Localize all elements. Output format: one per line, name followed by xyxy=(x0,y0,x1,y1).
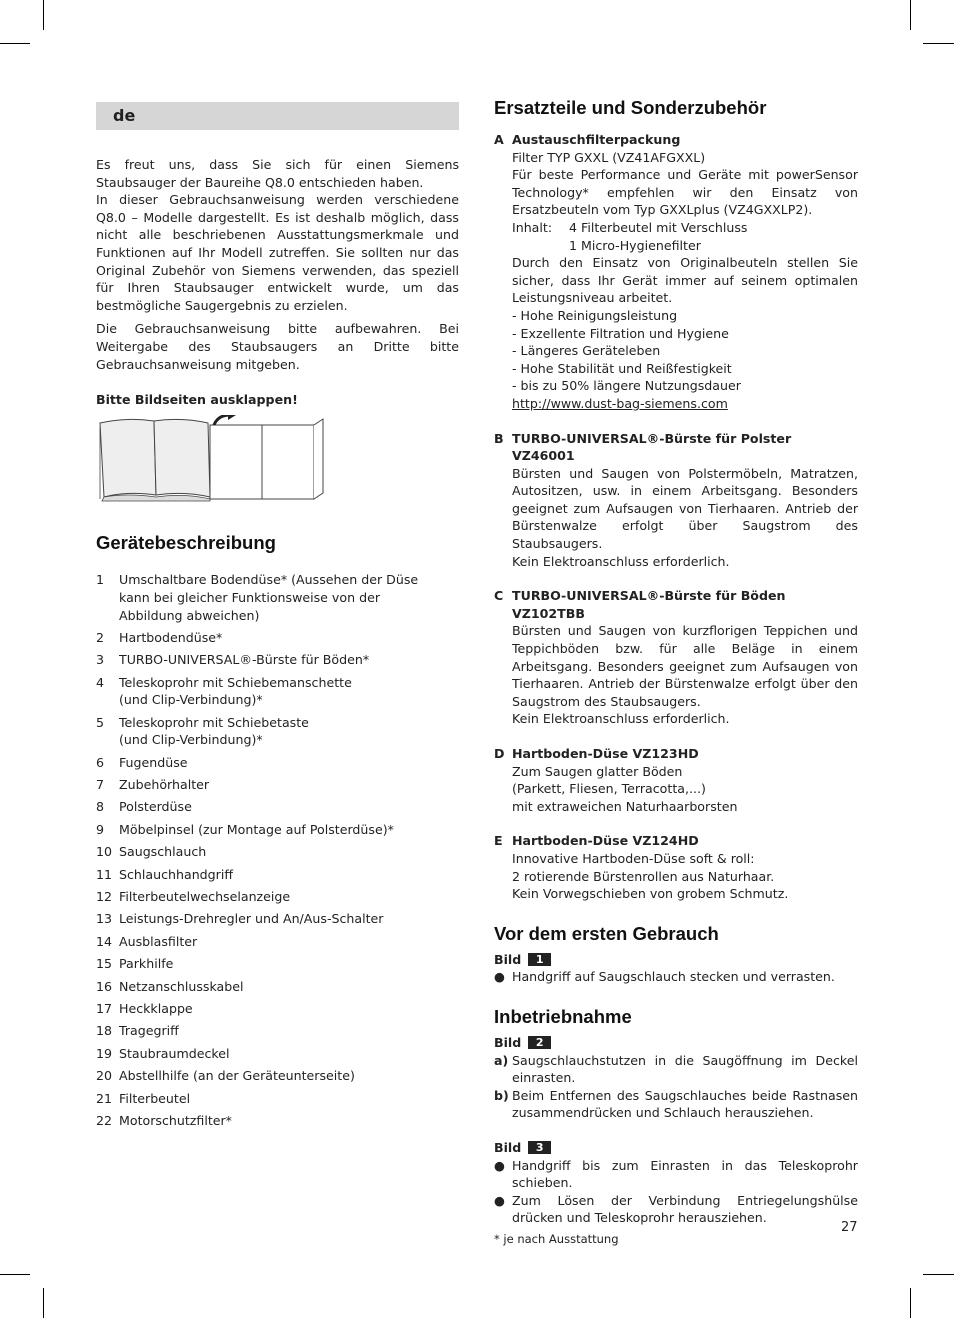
figure-number-badge: 1 xyxy=(528,953,551,966)
list-item: 18 Tragegriff xyxy=(96,1023,179,1039)
list-item: 7 Zubehörhalter xyxy=(96,777,210,793)
figure-ref: Bild 2 xyxy=(494,1034,858,1052)
first-use-heading: Vor dem ersten Gebrauch xyxy=(494,922,719,944)
fold-out-note: Bitte Bildseiten ausklappen! xyxy=(96,392,298,408)
crop-mark xyxy=(0,1274,30,1275)
language-tag: de xyxy=(96,102,459,130)
right-column xyxy=(494,96,858,1248)
list-item: 6 Fugendüse xyxy=(96,754,188,770)
step-a: a) Saugschlauchstutzen in die Saugöffnung im Deckel einrasten. xyxy=(494,1052,858,1086)
crop-mark xyxy=(43,0,44,30)
intro-paragraph-2: In dieser Gebrauchsanweisung werden verschiedene Q8.0 – Modelle dargestellt. Es ist deshalb möglich, dass nicht alle beschriebenen Ausstattungsmerkmale und Funktionen auf Ihr Modell zutreffen. Sie sollten nur das Original Zubehör von Siemens verwenden, das speziell für Ihren Staubsauger entwickelt wurde, um das bestmögliche Saugergebnis zu erzielen. xyxy=(96,192,459,313)
figure-number-badge: 3 xyxy=(528,1141,551,1154)
crop-mark xyxy=(910,1288,911,1318)
spare-part-b: B TURBO-UNIVERSAL®-Bürste für Polster VZ46001 Bürsten und Saugen von Polstermöbeln, Matratzen, Autositzen, usw. in einem Arbeitsgang. Besonders geeignet zum Aufsaugen von Tierhaaren. Antrieb der Bürstenwalze erfolgt über Saugstrom des Staubsaugers. Kein Elektroanschluss erforderlich. xyxy=(494,430,858,569)
list-item: 2 Hartbodendüse* xyxy=(96,629,223,645)
page-number: 27 xyxy=(841,1220,858,1235)
spare-part-c: C TURBO-UNIVERSAL®-Bürste für Böden VZ102TBB Bürsten und Saugen von kurzflorigen Teppichen und Teppichböden bzw. für alle Beläge in einem Arbeitsgang. Besonders geeignet zum Aufsaugen von Tierhaaren. Antrieb der Bürstenwalze erfolgt über den Saugstrom des Staubsaugers. Kein Elektroanschluss erforderlich. xyxy=(494,588,858,727)
crop-mark xyxy=(0,43,30,44)
spare-part-title: TURBO-UNIVERSAL®-Bürste für Böden VZ102TBB xyxy=(512,588,786,621)
spare-part-title: Austauschfilterpackung xyxy=(512,132,681,147)
bullet-icon: ● xyxy=(494,969,505,985)
list-item: 1 Umschaltbare Bodendüse* (Aussehen der Düse kann bei gleicher Funktionsweise von der Abbildung abweichen) xyxy=(96,572,419,623)
list-item: 8 Polsterdüse xyxy=(96,799,192,815)
list-item: 9 Möbelpinsel (zur Montage auf Polsterdüse)* xyxy=(96,821,394,837)
bullet-icon: ● xyxy=(494,1192,505,1208)
figure-ref: Bild 3 xyxy=(494,1139,858,1157)
list-item: 15 Parkhilfe xyxy=(96,956,174,972)
bullet-item: ● Handgriff auf Saugschlauch stecken und verrasten. xyxy=(494,969,835,985)
crop-mark xyxy=(43,1288,44,1318)
crop-mark xyxy=(923,1274,954,1275)
spare-part-e: E Hartboden-Düse VZ124HD Innovative Hartboden-Düse soft & roll: 2 rotierende Bürstenrollen aus Naturhaar. Kein Vorwegschieben von grobem Schmutz. xyxy=(494,832,858,902)
bullet-icon: ● xyxy=(494,1157,505,1173)
spare-part-title: Hartboden-Düse VZ123HD xyxy=(512,746,699,761)
figure-number-badge: 2 xyxy=(528,1036,551,1049)
description-heading: Gerätebeschreibung xyxy=(96,532,276,554)
footnote: * je nach Ausstattung xyxy=(494,1231,619,1246)
list-item: 22 Motorschutzfilter* xyxy=(96,1112,232,1128)
dust-bag-link[interactable]: http://www.dust-bag-siemens.com xyxy=(512,395,728,411)
list-item: 11 Schlauchhandgriff xyxy=(96,866,234,882)
list-item: 13 Leistungs-Drehregler und An/Aus-Schalter xyxy=(96,911,384,927)
booklet-fold-icon xyxy=(96,415,326,503)
left-column xyxy=(96,102,459,1134)
list-item: 4 Teleskoprohr mit Schiebemanschette (und Clip-Verbindung)* xyxy=(96,674,352,708)
list-item: 20 Abstellhilfe (an der Geräteunterseite) xyxy=(96,1068,355,1084)
intro-paragraph-3: Die Gebrauchsanweisung bitte aufbewahren. Bei Weitergabe des Staubsaugers an Dritte bitte Gebrauchsanweisung mitgeben. xyxy=(96,321,459,372)
crop-mark xyxy=(910,0,911,30)
list-item: 3 TURBO-UNIVERSAL®-Bürste für Böden* xyxy=(96,652,370,668)
figure-ref: Bild 1 xyxy=(494,951,858,969)
list-item: 21 Filterbeutel xyxy=(96,1090,191,1106)
list-item: 12 Filterbeutelwechselanzeige xyxy=(96,888,291,904)
spare-part-a: A Austauschfilterpackung Filter TYP GXXL (VZ41AFGXXL) Für beste Performance und Geräte mit powerSensor Technology* empfehlen wir den Einsatz von Ersatzbeuteln vom Typ GXXLplus (VZ4GXXLP2). Inhalt: 4 Filterbeutel mit Verschluss 1 Micro-Hygienefilter Durch den Einsatz von Originalbeuteln stellen Sie sicher, dass Ihr Gerät immer auf seinem optimalen Leistungsniveau arbeitet. - Hohe Reinigungsleistung - Exzellente Filtration und Hygiene - Längeres Geräteleben - Hohe Stabilität und Reißfestigkeit - bis zu 50% längere Nutzungsdauer http://www.dust-bag-siemens.com xyxy=(494,132,858,411)
fold-out-illustration xyxy=(96,415,459,508)
step-b: b) Beim Entfernen des Saugschlauches beide Rastnasen zusammendrücken und Schlauch herausziehen. xyxy=(494,1087,858,1121)
list-item: 16 Netzanschlusskabel xyxy=(96,978,244,994)
crop-mark xyxy=(923,43,954,44)
spare-part-title: TURBO-UNIVERSAL®-Bürste für Polster VZ46001 xyxy=(512,430,792,464)
bullet-item: ● Handgriff bis zum Einrasten in das Teleskoprohr schieben. xyxy=(494,1157,858,1191)
spare-parts-heading: Ersatzteile und Sonderzubehör xyxy=(494,97,767,118)
bullet-item: ● Zum Lösen der Verbindung Entriegelungshülse drücken und Teleskoprohr herausziehen. xyxy=(494,1192,858,1226)
spare-part-d: D Hartboden-Düse VZ123HD Zum Saugen glatter Böden (Parkett, Fliesen, Terracotta,...) mit extraweichen Naturhaarborsten xyxy=(494,745,858,815)
list-item: 17 Heckklappe xyxy=(96,1000,193,1016)
description-list xyxy=(96,571,459,1129)
list-item: 19 Staubraumdeckel xyxy=(96,1045,230,1061)
list-item: 14 Ausblasfilter xyxy=(96,933,198,949)
list-item: 5 Teleskoprohr mit Schiebetaste (und Clip-Verbindung)* xyxy=(96,714,309,748)
commissioning-heading: Inbetriebnahme xyxy=(494,1005,632,1027)
intro-paragraph-1: Es freut uns, dass Sie sich für einen Siemens Staubsauger der Baureihe Q8.0 entschieden haben. xyxy=(96,157,459,190)
list-item: 10 Saugschlauch xyxy=(96,844,207,860)
spare-part-title: Hartboden-Düse VZ124HD xyxy=(512,833,699,849)
